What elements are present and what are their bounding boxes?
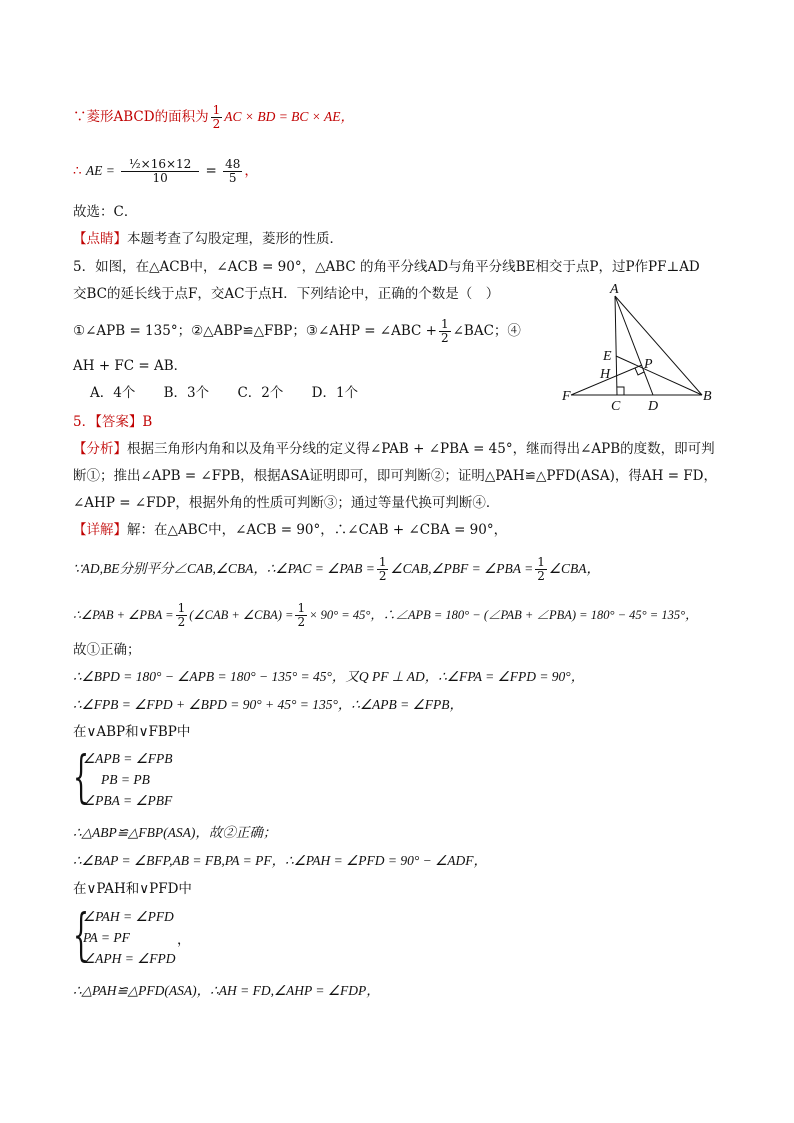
- detail-line-2: ∵AD,BE分别平分∠CAB,∠CBA，∴∠PAC = ∠PAB = $\frac{1}{2}$ ∠CAB,∠PBF = ∠PBA = $\frac{1}{2}$ ∠CBA，: [73, 555, 600, 583]
- segment-ac: [615, 296, 617, 395]
- detail-line-1: 【详解】解：在△ABC中，∠ACB = 90°，∴∠CAB + ∠CBA = 90°，: [73, 522, 508, 538]
- question-5-conclusions: ①∠APB = 135°；②△ABP≌△FBP；③∠AHP = ∠ABC + $\frac{1}{2}$ ∠BAC；④: [73, 317, 521, 345]
- fraction-area: $\frac{\text{½×16×12}}{10}$: [121, 158, 199, 185]
- triangle-figure: [558, 282, 718, 412]
- label-b: B: [703, 389, 712, 404]
- detail-line-11: ∴△PAH≌△PFD(ASA)，∴AH = FD,∠AHP = ∠FDP，: [73, 983, 380, 998]
- answer-options: [90, 384, 382, 402]
- option-a: A．4个: [90, 385, 136, 401]
- question-5-line-2: 交BC的延长线于点F，交AC于点H．下列结论中，正确的个数是（ ）: [73, 286, 500, 302]
- choose-c-line: 故选：C．: [73, 204, 138, 220]
- detail-line-5: ∴∠BPD = 180° − ∠APB = 180° − 135° = 45°，又Q PF ⊥ AD，∴∠FPA = ∠FPD = 90°，: [73, 669, 585, 684]
- segment-be: [616, 356, 702, 395]
- question-5-conclusion-4: AH + FC = AB．: [73, 358, 188, 374]
- option-d: D．1个: [311, 385, 359, 401]
- label-a: A: [610, 282, 619, 297]
- detail-line-9: ∴∠BAP = ∠BFP,AB = FB,PA = PF，∴∠PAH = ∠PFD = 90° − ∠ADF，: [73, 853, 487, 868]
- fraction-half: $\frac{1}{2}$: [212, 103, 221, 131]
- detail-line-10: 在∨PAH和∨PFD中: [73, 881, 192, 897]
- option-c: C．2个: [237, 385, 284, 401]
- detail-line-8: ∴△ABP≌△FBP(ASA)，故②正确；: [73, 825, 277, 840]
- analysis-line-2: 断①；推出∠APB = ∠FPB，根据ASA证明即可，即可判断②；证明△PAH≌△PFD(ASA)，得AH = FD，: [73, 468, 717, 484]
- segment-ad: [615, 296, 653, 395]
- detail-line-4: 故①正确；: [73, 642, 141, 658]
- detail-line-6: ∴∠FPB = ∠FPD + ∠BPD = 90° + 45° = 135°，∴∠APB = ∠FPB，: [73, 697, 463, 712]
- analysis-line-1: 【分析】根据三角形内角和以及角平分线的定义得∠PAB + ∠PBA = 45°，继而得出∠APB的度数，即可判: [73, 441, 715, 457]
- label-c: C: [611, 399, 621, 412]
- label-f: F: [562, 389, 571, 404]
- label-h: H: [600, 367, 611, 382]
- fraction-half: $\frac{1}{2}$: [440, 317, 449, 345]
- label-d: D: [648, 399, 659, 412]
- rhombus-area-line: ∵菱形ABCD的面积为 $\frac{1}{2}$ AC × BD = BC × AE，: [73, 103, 355, 131]
- right-angle-mark-c: [617, 387, 624, 395]
- ae-calculation-line: ∴ AE = $\frac{\text{½×16×12}}{10}$ = $\frac{48}{5}$ ，: [73, 157, 258, 185]
- segment-ab: [615, 296, 702, 395]
- label-e: E: [603, 349, 612, 364]
- answer-line: 5．【答案】B: [73, 414, 153, 430]
- detail-line-7: 在∨ABP和∨FBP中: [73, 724, 191, 740]
- label-p: P: [644, 357, 653, 372]
- comment-line: 【点睛】本题考查了勾股定理，菱形的性质．: [73, 231, 343, 247]
- option-b: B．3个: [163, 385, 210, 401]
- question-5-line-1: 5．如图，在△ACB中，∠ACB = 90°，△ABC 的角平分线AD与角平分线BE相交于点P，过P作PF⊥AD: [73, 259, 700, 275]
- fraction-result: $\frac{48}{5}$: [225, 157, 241, 185]
- detail-line-3: ∴∠PAB + ∠PBA = $\frac{1}{2}$ (∠CAB + ∠CBA) = $\frac{1}{2}$ × 90° = 45°，∴∠APB = 180° − (∠PAB + ∠PBA) = 180° − 45° = 135°，: [73, 601, 698, 629]
- analysis-line-3: ∠AHP = ∠FDP，根据外角的性质可判断③；通过等量代换可判断④．: [73, 495, 500, 511]
